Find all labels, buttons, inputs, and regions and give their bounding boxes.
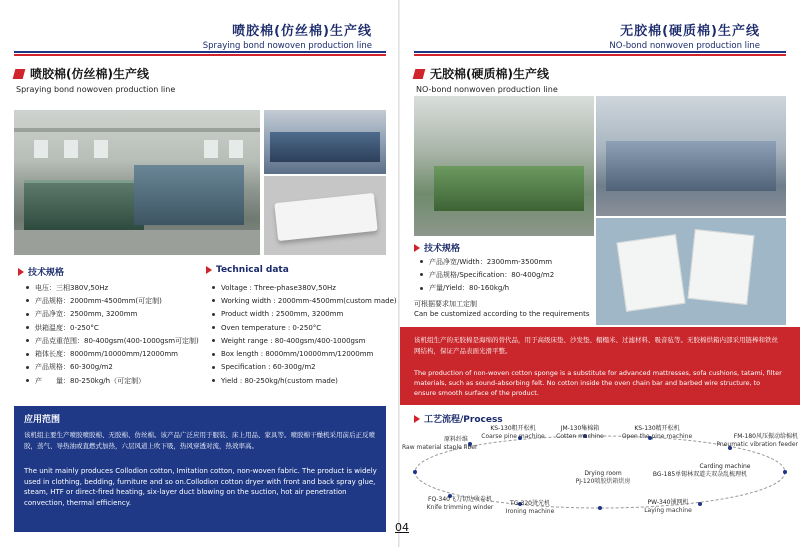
section-marker-icon — [413, 69, 426, 79]
spec-item: 产品克重范围：80-400gsm(400-1000gsm可定制) — [26, 334, 199, 347]
process-step-ironing: TG-320烫光机 Ironing machine — [505, 500, 555, 515]
process-step-cotton-box: JM-130集棉箱 Cotton machine — [556, 425, 604, 440]
spec-item: 电压：三相380V,50Hz — [26, 281, 199, 294]
process-step-laying: PW-340铺网机 Laying machine — [644, 499, 692, 514]
description-cn: 该机组生产的无胶棉是海绵的替代品，用于高级床垫、沙发垫、榻榻米、过滤材料、吸音毡等。无胶棉烘箱内部采用链棒和铁丝网结构，保证产品表面光滑平整。 — [414, 336, 778, 355]
left-header-title — [203, 20, 372, 51]
left-header-stripe — [14, 51, 386, 56]
right-header-title — [609, 20, 760, 51]
right-header-cn: 无胶棉(硬质棉)生产线 — [620, 24, 760, 39]
right-specs-heading: 技术规格 — [414, 241, 460, 254]
description-en: The production of non-woven cotton sponge is a substitute for advanced mattresses, sofa cushions, tatami, filter materials, such as sound-absorbing felt. No cotton inside the oven chain bar and barbed wire structure, to ensure smooth surface of the product. — [414, 369, 782, 397]
left-section-cn: 喷胶棉(仿丝棉)生产线 — [30, 67, 149, 81]
spec-item: 箱体长度：8000mm/10000mm/12000mm — [26, 347, 199, 360]
hard-cotton-product-photo — [596, 218, 786, 325]
triangle-bullet-icon — [18, 268, 24, 276]
spec-item: Oven temperature : 0-250°C — [212, 321, 397, 334]
spec-item: 产品净宽/Width：2300mm-3500mm — [420, 255, 554, 268]
specs-en-list — [212, 281, 397, 387]
left-header-en: Spraying bond nowoven production line — [202, 41, 372, 51]
custom-note-cn: 可根据要求加工定制 — [414, 300, 477, 308]
right-header-en: NO-bond nonwoven production line — [609, 41, 760, 51]
spec-item: Weight range : 80-400gsm/400-1000gsm — [212, 334, 397, 347]
process-node — [598, 506, 602, 510]
process-node — [698, 502, 702, 506]
triangle-bullet-icon — [414, 244, 420, 252]
process-step-coarse-opener: KS-130粗开松机 Coarse pine machine — [481, 425, 545, 440]
page-number: 04 — [395, 521, 409, 534]
application-block — [14, 406, 386, 532]
nobond-oven-photo — [596, 96, 786, 216]
spraying-line-factory-photo — [14, 110, 260, 255]
right-section-en: NO-bond nonwoven production line — [416, 85, 558, 94]
right-header-stripe — [414, 51, 786, 56]
nobond-description-block — [400, 327, 800, 405]
wadding-product-photo — [264, 176, 386, 255]
spec-item: Box length : 8000mm/10000mm/12000mm — [212, 347, 397, 360]
spec-item: 产品净宽：2500mm, 3200mm — [26, 308, 199, 321]
left-section-title — [14, 65, 175, 94]
process-node — [413, 470, 417, 474]
right-specs-list — [420, 255, 554, 295]
application-title: 应用范围 — [24, 415, 61, 425]
spec-item: Specification : 60-300g/m2 — [212, 361, 397, 374]
specs-cn-list — [26, 281, 199, 387]
spec-item: 产品规格：60-300g/m2 — [26, 361, 199, 374]
oven-machine-photo — [264, 110, 386, 174]
application-cn: 该机组主要生产喷胶喷胶棉、无胶棉、仿丝棉。该产品广泛应用于服装、床上用品、家具等。喷胶棉干燥机采用前后正反喷胶，蒸气、导热油或直燃式加热，六层风道上吹下吸，热风穿透对流，热效率高。 — [24, 431, 375, 450]
spec-item: 产品规格：2000mm-4500mm(可定制) — [26, 294, 199, 307]
spec-item: 产量/Yield：80-160kg/h — [420, 282, 554, 295]
application-en: The unit mainly produces Collodion cotton, Imitation cotton, non-woven fabric. The product is widely used in clothing, bedding, furniture and so on.Collodion cotton dryer with front and back spray glue, steam, HTF or direct-fired heating, six-layer duct blowing on the suction, hot air penetration convection, thermal efficiency. — [24, 467, 377, 507]
spec-item: Working width : 2000mm-4500mm(custom made) — [212, 294, 397, 307]
process-step-carding-en: Carding machine — [699, 463, 751, 470]
process-step-fine-opener: KS-130精开松机 Open the pine machine — [621, 425, 693, 440]
process-step-raw-material: 原料纤维 Raw material staple fiber — [402, 436, 478, 451]
spec-item: 产品规格/Specification：80-400g/m2 — [420, 268, 554, 281]
spec-item: 烘箱温度：0-250°C — [26, 321, 199, 334]
left-header-cn: 喷胶棉(仿丝棉)生产线 — [232, 24, 372, 39]
nobond-line-factory-photo — [414, 96, 594, 236]
process-step-drying-room: Drying room PJ-120喷胶烘箱烘房 — [575, 470, 631, 485]
spec-item: 产 量：80-250kg/h（可定制） — [26, 374, 199, 387]
specs-cn-heading: 技术规格 — [18, 265, 64, 278]
triangle-bullet-icon — [206, 266, 212, 274]
process-heading: 工艺流程/Process — [414, 412, 503, 425]
specs-en-heading: Technical data — [206, 265, 289, 275]
process-step-carding: BG-185单锡林双道夫双杂乱梳理机 — [652, 471, 748, 478]
process-step-feeder: FM-180风压振动给棉机 Pneumatic vibration feeder — [716, 433, 798, 448]
section-marker-icon — [13, 69, 26, 79]
right-section-title — [414, 65, 558, 94]
right-section-cn: 无胶棉(硬质棉)生产线 — [430, 67, 549, 81]
spec-item: Yield : 80-250kg/h(custom made) — [212, 374, 397, 387]
process-step-trimming-winder: FQ-340飞刀切边收卷机 Knife trimming winder — [426, 496, 494, 511]
left-section-en: Spraying bond nowoven production line — [16, 85, 176, 94]
custom-note-en: Can be customized according to the requirements — [414, 310, 590, 318]
spec-item: Voltage : Three-phase380V,50Hz — [212, 281, 397, 294]
spec-item: Product width : 2500mm, 3200mm — [212, 308, 397, 321]
process-node — [783, 470, 787, 474]
